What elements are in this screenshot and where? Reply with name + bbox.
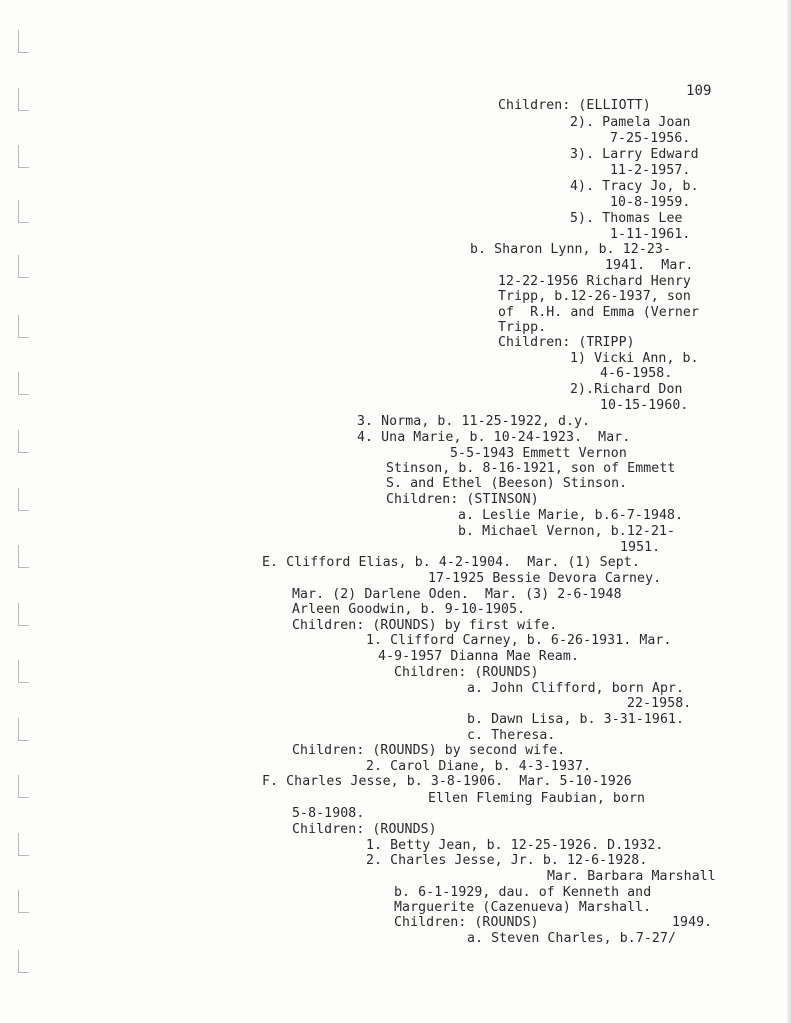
- text-line: b. Michael Vernon, b.12-21-: [458, 524, 676, 539]
- binding-hole-mark: [18, 255, 29, 278]
- text-line: Children: (STINSON): [386, 492, 539, 507]
- binding-hole-mark: [18, 545, 29, 568]
- text-line: Marguerite (Cazenueva) Marshall.: [394, 900, 652, 915]
- text-line: Stinson, b. 8-16-1921, son of Emmett: [386, 461, 676, 476]
- text-line: 3). Larry Edward: [570, 147, 699, 162]
- text-line: 2. Charles Jesse, Jr. b. 12-6-1928.: [366, 853, 648, 868]
- binding-hole-mark: [18, 775, 29, 798]
- binding-hole-mark: [18, 833, 29, 856]
- text-line: 3. Norma, b. 11-25-1922, d.y.: [357, 414, 591, 429]
- text-line: 4. Una Marie, b. 10-24-1923. Mar.: [357, 430, 631, 445]
- text-line: Children: (ELLIOTT): [498, 98, 651, 113]
- text-line: 1949.: [672, 915, 713, 930]
- text-line: 1-11-1961.: [610, 227, 691, 242]
- text-line: 10-15-1960.: [600, 398, 689, 413]
- page-edge-shadow: [787, 0, 791, 1023]
- binding-margin: [0, 0, 40, 1023]
- text-line: S. and Ethel (Beeson) Stinson.: [386, 476, 628, 491]
- binding-hole-mark: [18, 372, 29, 395]
- text-line: F. Charles Jesse, b. 3-8-1906. Mar. 5-10-1926: [262, 774, 632, 789]
- text-line: Children: (ROUNDS) by first wife.: [292, 618, 558, 633]
- text-line: 11-2-1957.: [610, 163, 691, 178]
- binding-hole-mark: [18, 30, 29, 53]
- binding-hole-mark: [18, 890, 29, 913]
- text-line: 1. Betty Jean, b. 12-25-1926. D.1932.: [366, 838, 664, 853]
- text-line: Tripp.: [498, 320, 547, 335]
- text-line: 12-22-1956 Richard Henry: [498, 274, 691, 289]
- binding-hole-mark: [18, 603, 29, 626]
- text-line: E. Clifford Elias, b. 4-2-1904. Mar. (1) Sept.: [262, 555, 640, 570]
- binding-hole-mark: [18, 315, 29, 338]
- text-line: 10-8-1959.: [610, 195, 691, 210]
- text-line: Children: (ROUNDS) by second wife.: [292, 743, 566, 758]
- text-line: 5-8-1908.: [292, 806, 365, 821]
- text-line: a. John Clifford, born Apr.: [467, 681, 685, 696]
- binding-hole-mark: [18, 200, 29, 223]
- text-line: 1941. Mar.: [605, 258, 694, 273]
- text-line: 5-5-1943 Emmett Vernon: [450, 446, 627, 461]
- text-line: 7-25-1956.: [610, 131, 691, 146]
- text-line: 1. Clifford Carney, b. 6-26-1931. Mar.: [366, 633, 672, 648]
- text-line: 4-6-1958.: [600, 366, 673, 381]
- text-line: a. Steven Charles, b.7-27/: [467, 931, 677, 946]
- text-line: 1) Vicki Ann, b.: [570, 351, 699, 366]
- text-line: Mar. (2) Darlene Oden. Mar. (3) 2-6-1948: [292, 587, 622, 602]
- text-line: b. Dawn Lisa, b. 3-31-1961.: [467, 712, 685, 727]
- text-line: Children: (ROUNDS): [394, 915, 539, 930]
- binding-hole-mark: [18, 88, 29, 111]
- text-line: b. Sharon Lynn, b. 12-23-: [470, 242, 671, 257]
- text-line: Arleen Goodwin, b. 9-10-1905.: [292, 602, 526, 617]
- text-line: b. 6-1-1929, dau. of Kenneth and: [394, 885, 652, 900]
- binding-hole-mark: [18, 660, 29, 683]
- text-line: Children: (ROUNDS): [394, 665, 539, 680]
- text-line: 2). Pamela Joan: [570, 115, 691, 130]
- text-line: Mar. Barbara Marshall: [547, 869, 716, 884]
- binding-hole-mark: [18, 488, 29, 511]
- binding-hole-mark: [18, 718, 29, 741]
- text-line: of R.H. and Emma (Verner: [498, 305, 699, 320]
- text-line: Tripp, b.12-26-1937, son: [498, 289, 691, 304]
- binding-hole-mark: [18, 145, 29, 168]
- text-line: a. Leslie Marie, b.6-7-1948.: [458, 508, 684, 523]
- page-number: 109: [686, 83, 712, 99]
- text-line: 2).Richard Don: [570, 382, 683, 397]
- text-line: Ellen Fleming Faubian, born: [428, 791, 646, 806]
- binding-hole-mark: [18, 950, 29, 973]
- text-line: 17-1925 Bessie Devora Carney.: [428, 571, 662, 586]
- binding-hole-mark: [18, 430, 29, 453]
- text-line: 4). Tracy Jo, b.: [570, 179, 699, 194]
- text-line: 2. Carol Diane, b. 4-3-1937.: [366, 759, 592, 774]
- text-line: Children: (ROUNDS): [292, 822, 437, 837]
- text-line: 4-9-1957 Dianna Mae Ream.: [378, 649, 579, 664]
- text-line: 5). Thomas Lee: [570, 211, 683, 226]
- text-line: c. Theresa.: [467, 728, 556, 743]
- text-line: 22-1958.: [627, 696, 692, 711]
- text-line: Children: (TRIPP): [498, 335, 635, 350]
- text-line: 1951.: [620, 540, 661, 555]
